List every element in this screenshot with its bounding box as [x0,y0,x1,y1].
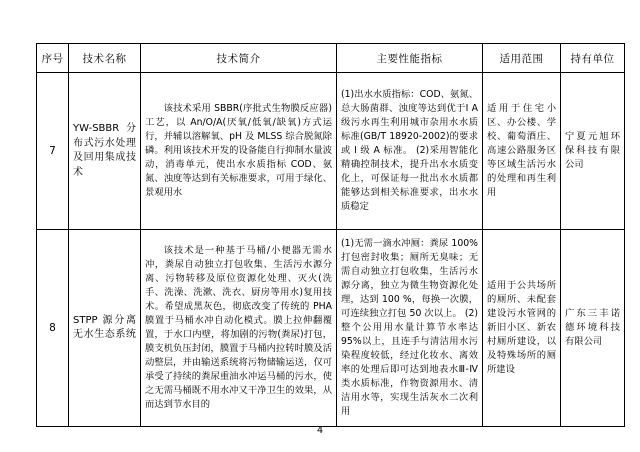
technology-intro-text: 该技术采用 SBBR(序批式生物膜反应器)工艺，以 An/O/A(厌氧/低氧/缺氧)方式运行，并辅以溶解氧、pH 及 MLSS 综合脱氮除磷。利用该技术开发的设备能自行抑制水量波动，消毒单元，使出水水质指标 COD、氨氮、浊度等达到有关标准要求，可用于绿化、景观用水 [145,103,332,198]
table-row [37,73,625,230]
technology-name: YW-SBBR 分布式污水处理及回用集成技术 [69,73,141,230]
application-scope [483,230,561,427]
holding-unit [561,230,625,427]
technology-table [36,43,625,427]
holding-unit-text: 宁夏元旭环保科技有限公司 [565,131,620,170]
application-scope-text: 适用于住宅小区、办公楼、学校、葡萄酒庄、高速公路服务区等区域生活污水的处理和再生利用 [487,103,556,198]
table-header [37,44,625,73]
header-cell-scope: 适用范围 [483,44,561,73]
technology-table-wrapper [36,43,620,427]
technology-intro-text: 该技术是一种基于马桶/小便器无需水冲，粪尿自动独立打包收集、生活污水源分离、污物转移及原位资源化处理、灭火(洗手、洗澡、洗漱、洗衣、厨房等用水)复用技术。希望成黑灰色，彻底改变了传统的 PHA 膜置于马桶水冲自动化模式。膜上拉伸翻覆置，于水口内壁，将加剧的污物(粪尿)打包，膜支机负压封闭，膜置于马桶内拉转时膜及活动整层，并由输送系统将污物储输运送，仅可承受了持续的粪尿重油水冲运马桶的污水，使之无需马桶既不用水冲又干净卫生的效果，从而达到节水目的 [145,245,332,410]
header-cell-no: 序号 [37,44,69,73]
performance-indicators-text: (1)无需一滴水冲厕：粪尿 100%打包密封收集；厕所无臭味；无需自动独立打包收集，生活污水源分离，独立为微生物资源化处理，达到 100 %，每换一次膜，可连续独立打包 50 次以上。 (2)整个公用用水量计算节水率达 95%以上，且连手与清洁用水污染程度较低，经过化妆水、离效率的处理后即可达到地表水Ⅲ-Ⅳ类水质标准，作物资源用水、清洁用水等，实现生活灰水二次利用 [341,238,478,417]
row-number: 7 [37,73,69,230]
row-number: 8 [37,230,69,427]
header-cell-name: 技术名称 [69,44,141,73]
table-body [37,73,625,427]
technology-name: STPP 源分离无水生态系统 [69,230,141,427]
header-cell-intro: 技术简介 [141,44,337,73]
application-scope-text: 适用于公共场所的厕所、未配套建设污水管网的新旧小区、新农村厕所建设，以及特殊场所的厕所建设 [487,280,556,375]
table-row [37,230,625,427]
holding-unit [561,73,625,230]
table-header-row [37,44,625,73]
application-scope [483,73,561,230]
performance-indicators-text: (1)出水水质指标：COD、氨氮、总大肠菌群、浊度等达到优于I A 级污水再生利用城市杂用水水质标准(GB/T 18920-2002)的要求或 I 级 A 标准。 (2)采用智能化精确控制技术，提升出水水质变化上，可保证每一批出水水质都能够达到相关标准要求，出水水质稳定 [341,89,478,212]
performance-indicators [337,230,483,427]
performance-indicators [337,73,483,230]
technology-intro [141,73,337,230]
header-cell-performance: 主要性能指标 [337,44,483,73]
page-number: 4 [316,425,324,436]
technology-intro [141,230,337,427]
header-cell-owner: 持有单位 [561,44,625,73]
holding-unit-text: 广东三丰诺德环境科技有限公司 [565,308,620,347]
